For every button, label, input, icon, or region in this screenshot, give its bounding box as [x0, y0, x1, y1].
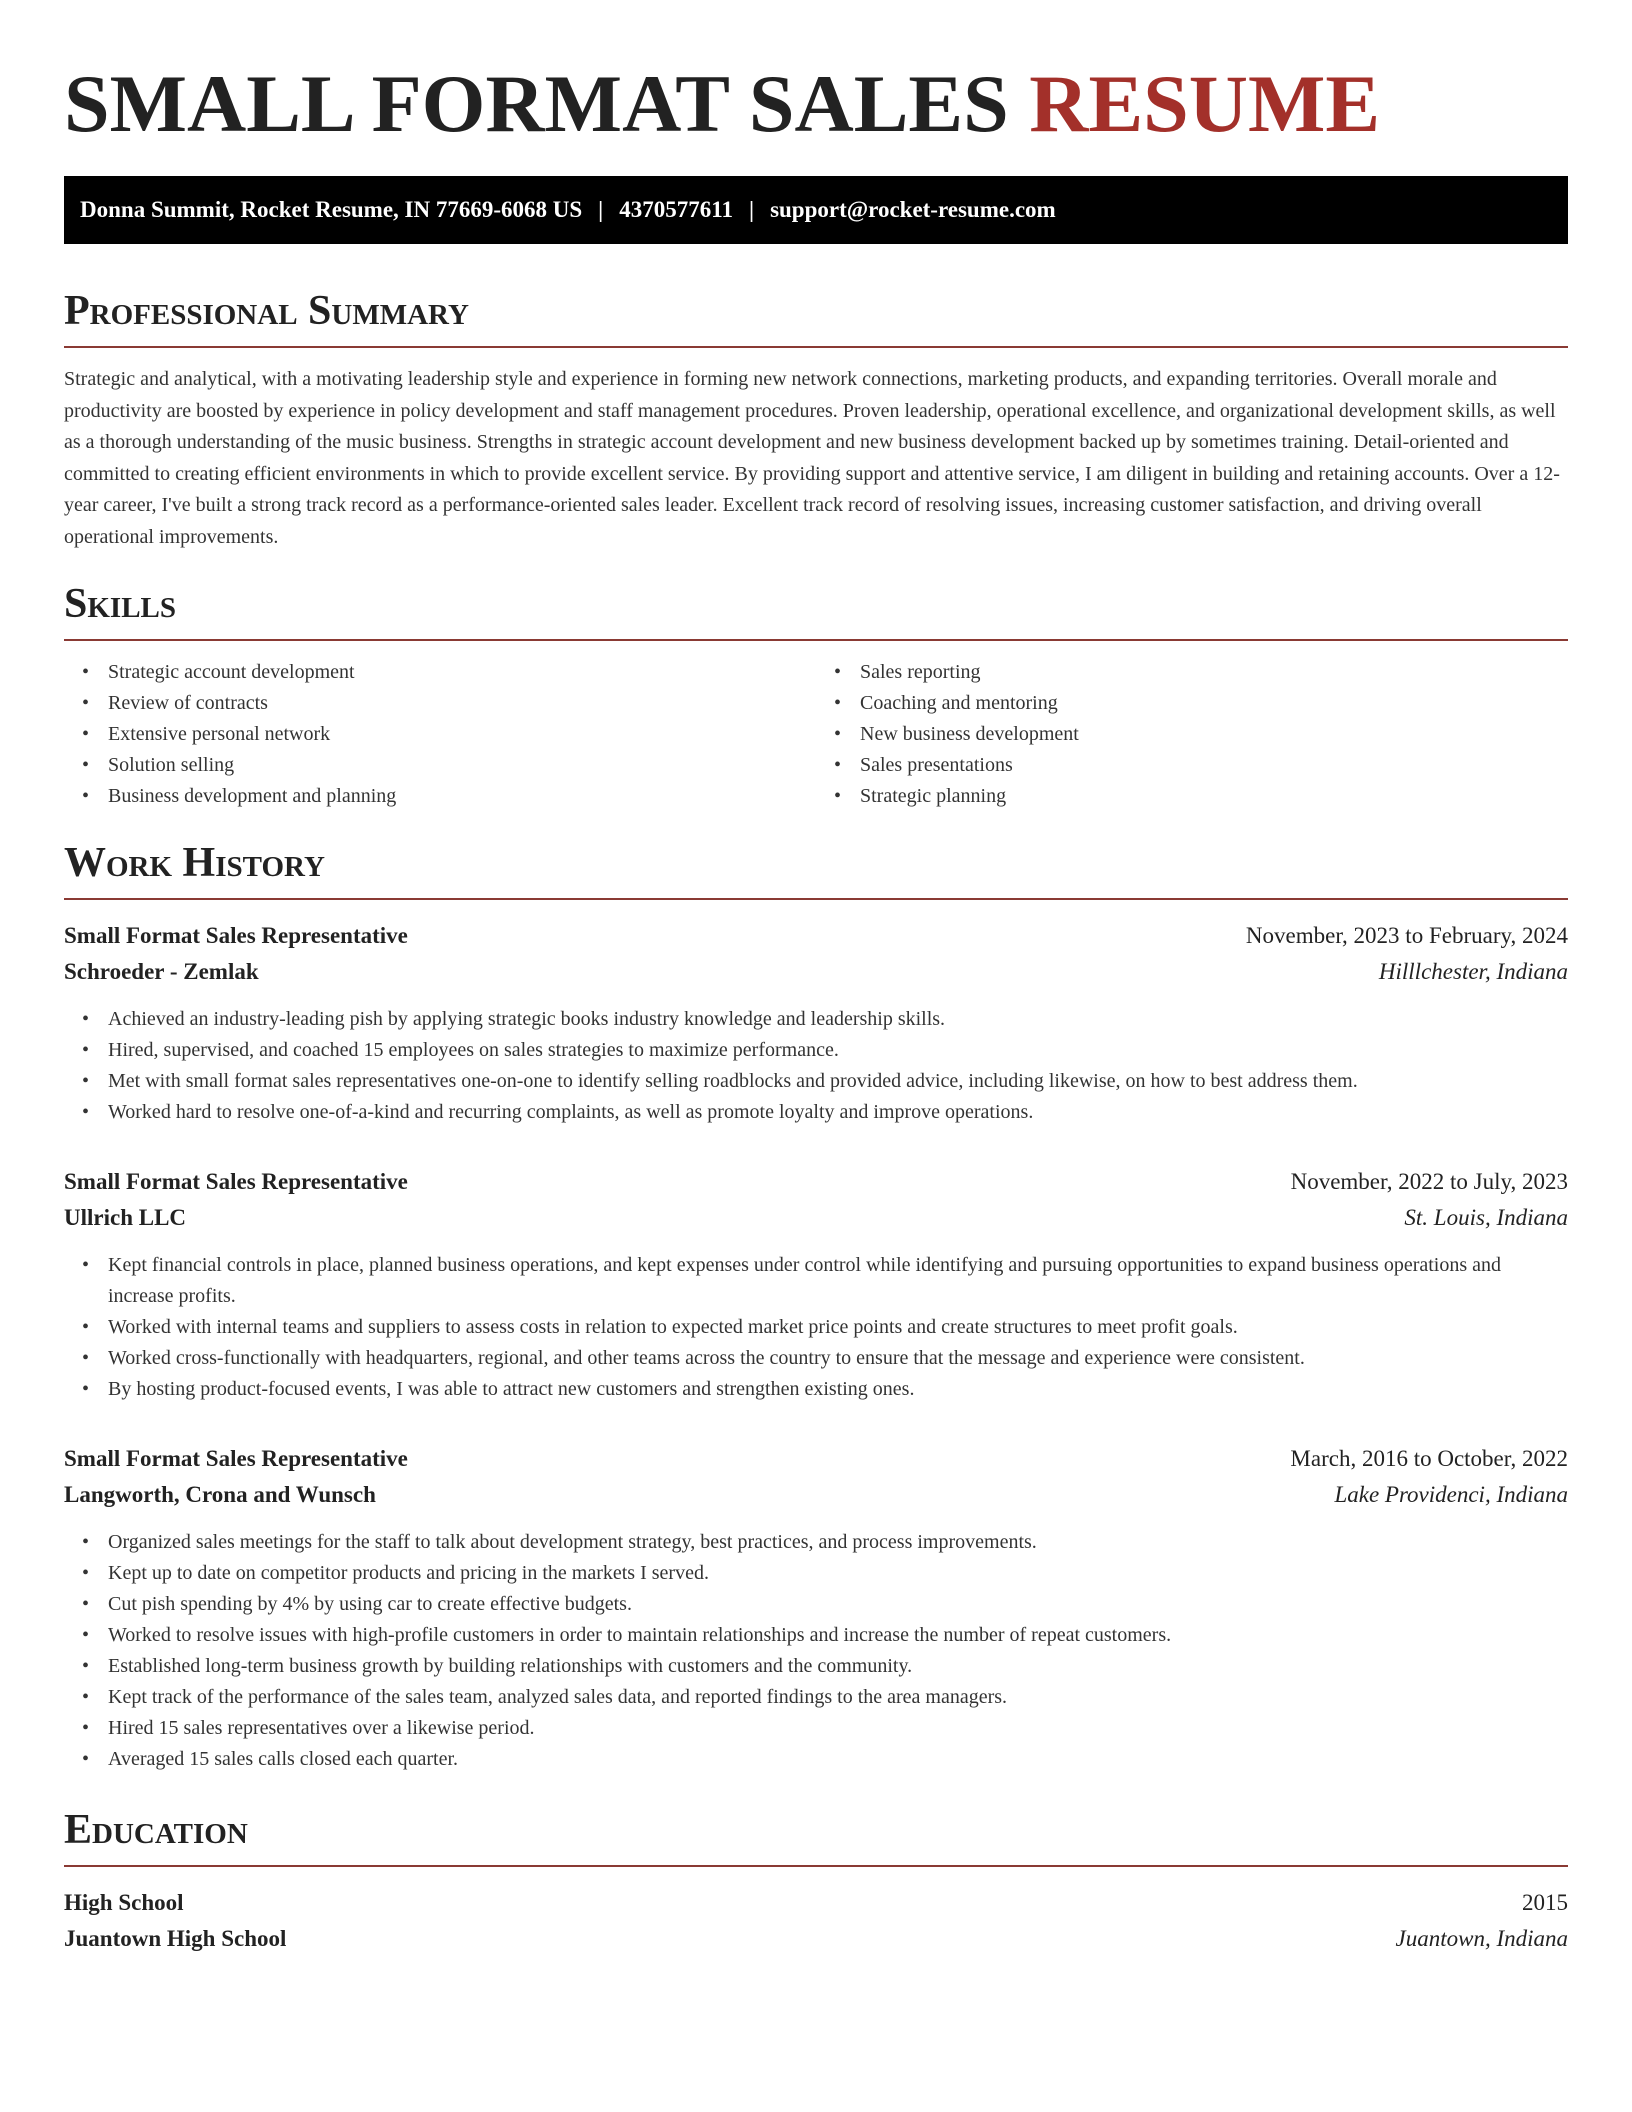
job-bullets — [64, 1527, 1568, 1775]
skill-item: • Business development and planning — [64, 781, 816, 812]
job-entry — [64, 1164, 1568, 1405]
skill-item: • Extensive personal network — [64, 719, 816, 750]
education-year: 2015 — [1522, 1890, 1568, 1915]
job-entry — [64, 918, 1568, 1128]
job-dates: March, 2016 to October, 2022 — [1290, 1446, 1568, 1471]
work-history-heading: Work History — [64, 838, 1568, 900]
job-bullet: • Worked hard to resolve one-of-a-kind and recurring complaints, as well as promote loyalty and improve operations. — [64, 1097, 1568, 1128]
job-bullet: • Worked with internal teams and suppliers to assess costs in relation to expected market price points and create structures to meet profit goals. — [64, 1312, 1568, 1343]
job-location: Lake Providenci, Indiana — [1334, 1482, 1568, 1507]
job-header-row — [64, 1441, 1568, 1477]
education-heading: Education — [64, 1805, 1568, 1867]
job-bullet: • Hired, supervised, and coached 15 employees on sales strategies to maximize performance. — [64, 1035, 1568, 1066]
skill-item: • Strategic planning — [816, 781, 1568, 812]
job-company: Ullrich LLC — [64, 1205, 187, 1230]
job-bullet: • Hired 15 sales representatives over a likewise period. — [64, 1713, 1568, 1744]
job-bullet: • Established long-term business growth by building relationships with customers and the community. — [64, 1651, 1568, 1682]
contact-separator: | — [598, 197, 604, 222]
title-accent: RESUME — [1029, 58, 1381, 149]
job-location: Hilllchester, Indiana — [1378, 959, 1568, 984]
skills-column-right — [816, 657, 1568, 812]
job-title: Small Format Sales Representative — [64, 1446, 408, 1471]
job-bullet: • Worked cross-functionally with headquarters, regional, and other teams across the country to ensure that the message and experience were consistent. — [64, 1343, 1568, 1374]
job-company-row — [64, 954, 1568, 990]
education-location: Juantown, Indiana — [1395, 1926, 1568, 1951]
job-bullet: • Worked to resolve issues with high-profile customers in order to maintain relationships and increase the number of repeat customers. — [64, 1620, 1568, 1651]
job-bullet: • By hosting product-focused events, I was able to attract new customers and strengthen existing ones. — [64, 1374, 1568, 1405]
job-location: St. Louis, Indiana — [1404, 1205, 1568, 1230]
contact-bar — [64, 176, 1568, 244]
skill-item: • Sales reporting — [816, 657, 1568, 688]
job-dates: November, 2023 to February, 2024 — [1245, 923, 1568, 948]
skills-list — [64, 657, 1568, 812]
job-bullets — [64, 1004, 1568, 1128]
skill-item: • Solution selling — [64, 750, 816, 781]
job-bullet: • Kept track of the performance of the sales team, analyzed sales data, and reported findings to the area managers. — [64, 1682, 1568, 1713]
skills-column-left — [64, 657, 816, 812]
job-header-row — [64, 1164, 1568, 1200]
job-bullet: • Met with small format sales representatives one-on-one to identify selling roadblocks and provided advice, including likewise, on how to best address them. — [64, 1066, 1568, 1097]
job-bullet: • Organized sales meetings for the staff to talk about development strategy, best practices, and process improvements. — [64, 1527, 1568, 1558]
skill-item: • Strategic account development — [64, 657, 816, 688]
job-bullets — [64, 1250, 1568, 1405]
job-company: Langworth, Crona and Wunsch — [64, 1482, 376, 1507]
skill-item: • Coaching and mentoring — [816, 688, 1568, 719]
education-degree-row — [64, 1885, 1568, 1921]
summary-heading: Professional Summary — [64, 286, 1568, 348]
job-title: Small Format Sales Representative — [64, 1169, 408, 1194]
education-school-row — [64, 1921, 1568, 1957]
job-company: Schroeder - Zemlak — [64, 959, 259, 984]
title-main: SMALL FORMAT SALES — [64, 58, 1030, 149]
skill-item: • Sales presentations — [816, 750, 1568, 781]
job-bullet: • Cut pish spending by 4% by using car to create effective budgets. — [64, 1589, 1568, 1620]
job-company-row — [64, 1200, 1568, 1236]
job-entry — [64, 1441, 1568, 1775]
contact-email: support@rocket-resume.com — [770, 197, 1056, 222]
contact-address: Donna Summit, Rocket Resume, IN 77669-6068 US — [80, 197, 583, 222]
skill-item: • Review of contracts — [64, 688, 816, 719]
resume-title — [64, 56, 1568, 152]
job-bullet: • Achieved an industry-leading pish by applying strategic books industry knowledge and leadership skills. — [64, 1004, 1568, 1035]
job-bullet: • Averaged 15 sales calls closed each quarter. — [64, 1744, 1568, 1775]
job-dates: November, 2022 to July, 2023 — [1290, 1169, 1568, 1194]
skills-heading: Skills — [64, 579, 1568, 641]
job-company-row — [64, 1477, 1568, 1513]
education-degree: High School — [64, 1890, 184, 1915]
skill-item: • New business development — [816, 719, 1568, 750]
education-school: Juantown High School — [64, 1926, 287, 1951]
job-header-row — [64, 918, 1568, 954]
contact-phone: 4370577611 — [619, 197, 733, 222]
job-bullet: • Kept up to date on competitor products and pricing in the markets I served. — [64, 1558, 1568, 1589]
job-bullet: • Kept financial controls in place, planned business operations, and kept expenses under control while identifying and pursuing opportunities to expand business operations and increase profits. — [64, 1250, 1568, 1312]
job-title: Small Format Sales Representative — [64, 923, 408, 948]
contact-separator: | — [748, 197, 755, 222]
summary-text: Strategic and analytical, with a motivating leadership style and experience in forming new network connections, marketing products, and expanding territories. Overall morale and productivity are boosted by experience in policy development and staff management procedures. Proven leadership, operational excellence, and organizational development skills, as well as a thorough understanding of the music business. Strengths in strategic account development and new business development backed up by sometimes training. Detail-oriented and committed to creating efficient environments in which to provide excellent service. By providing support and attentive service, I am diligent in building and retaining accounts. Over a 12-year career, I've built a strong track record as a performance-oriented sales leader. Excellent track record of resolving issues, increasing customer satisfaction, and driving overall operational improvements. — [64, 368, 1560, 548]
education-entry — [64, 1885, 1568, 1957]
